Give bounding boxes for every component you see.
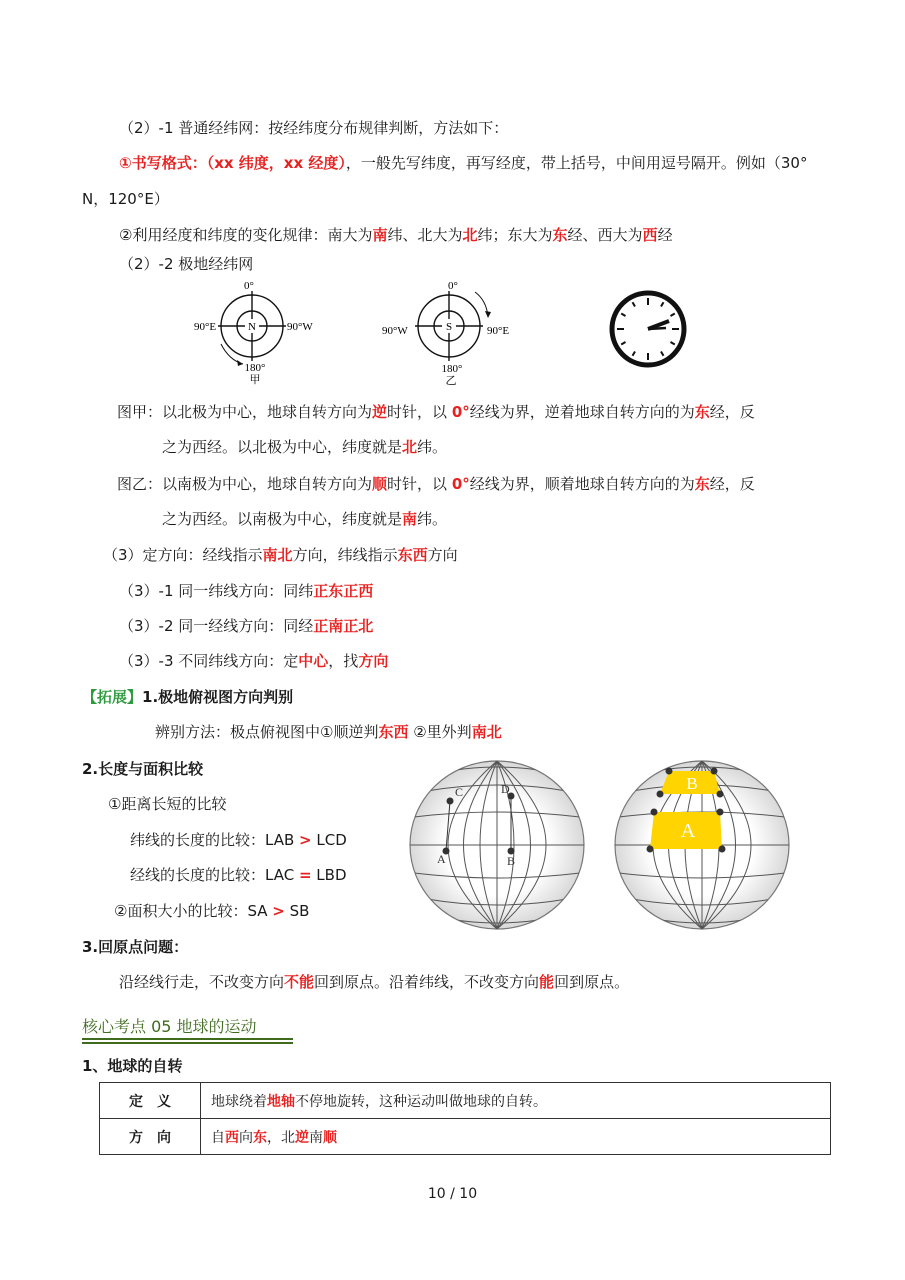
area-compare: ②面积大小的比较：SA > SB — [114, 902, 310, 920]
yi-top-label: 0° — [448, 280, 458, 292]
yi-right-label: 90°E — [487, 325, 510, 337]
clock-icon — [612, 293, 684, 365]
extension-method: 辨别方法：极点俯视图中①顺逆判东西 ②里外判南北 — [155, 723, 502, 741]
rotation-table — [99, 1082, 831, 1155]
jia-top-label: 0° — [244, 280, 254, 292]
yi-caption: 乙 — [445, 375, 457, 387]
jia-center-N: N — [248, 321, 256, 333]
row-key-definition: 定 义 — [100, 1083, 201, 1119]
section-3-heading: 3.回原点问题： — [82, 938, 189, 956]
core-point-heading: 核心考点 05 地球的运动 — [82, 1017, 257, 1036]
format-label: 书写格式：（xx 纬度，xx 经度） — [131, 154, 346, 172]
jia-caption: 甲 — [249, 374, 261, 386]
line-3-1: （3）-1 同一纬线方向：同纬正东正西 — [119, 582, 374, 600]
line-2-1: （2）-1 普通经纬网：按经纬度分布规律判断，方法如下： — [119, 119, 509, 137]
line-3-direction: （3）定方向：经线指示南北方向，纬线指示东西方向 — [103, 546, 458, 564]
jia-rotation-arrow — [237, 360, 243, 366]
polar-figure-jia — [194, 280, 313, 386]
section-2-heading: 2.长度与面积比较 — [82, 760, 204, 778]
lon-length-compare: 经线的长度的比较：LAC = LBD — [130, 866, 347, 884]
jia-left-label: 90°E — [194, 321, 217, 333]
para-jia: 图甲：以北极为中心，地球自转方向为逆时针，以 0°经线为界，逆着地球自转方向的为东经，反 — [117, 403, 755, 421]
para-yi-cont: 之为西经。以南极为中心，纬度就是南纬。 — [162, 510, 448, 528]
para-yi: 图乙：以南极为中心，地球自转方向为顺时针，以 0°经线为界，顺着地球自转方向的为东经，反 — [117, 475, 755, 493]
extension-tag: 【拓展】 — [82, 688, 143, 706]
table-row — [100, 1119, 831, 1155]
globe1-label-A: A — [437, 852, 446, 866]
yi-left-label: 90°W — [382, 325, 408, 337]
line-change-rule: ②利用经度和纬度的变化规律：南大为南纬、北大为北纬；东大为东经、西大为西经 — [119, 226, 673, 244]
jia-right-label: 90°W — [287, 321, 313, 333]
globe1-label-C: C — [455, 785, 464, 799]
globe-area — [608, 756, 794, 932]
earth-rotation-subheading: 1、地球的自转 — [82, 1057, 183, 1075]
line-writing-format — [119, 153, 807, 173]
globe2-label-B: B — [686, 774, 698, 793]
lat-length-compare: 纬线的长度的比较：LAB > LCD — [130, 831, 347, 849]
line-3-2: （3）-2 同一经线方向：同经正南正北 — [119, 617, 374, 635]
globe-distance — [405, 758, 589, 932]
row-value-direction: 自西向东，北逆南顺 — [201, 1119, 831, 1155]
yi-bottom-label: 180° — [441, 363, 463, 375]
jia-bottom-label: 180° — [244, 362, 266, 374]
globe1-label-B: B — [507, 854, 516, 868]
yi-center-S: S — [445, 321, 453, 333]
circled-num: ① — [119, 154, 132, 172]
table-row — [100, 1083, 831, 1119]
row-key-direction: 方 向 — [100, 1119, 201, 1155]
format-rest: ，一般先写纬度，再写经度，带上括号，中间用逗号隔开。例如（30° — [345, 154, 808, 172]
yi-rotation-arrow — [485, 311, 491, 318]
line-3-3: （3）-3 不同纬线方向：定中心，找方向 — [119, 652, 389, 670]
globe1-label-D: D — [501, 782, 510, 796]
page-number: 10 / 10 — [427, 1186, 478, 1202]
line-writing-format-cont: N，120°E） — [82, 190, 169, 208]
polar-figure-yi — [382, 280, 509, 387]
return-origin-text: 沿经线行走，不改变方向不能回到原点。沿着纬线，不改变方向能回到原点。 — [119, 973, 630, 991]
heading-underline-1 — [82, 1038, 293, 1040]
line-2-2: （2）-2 极地经纬网 — [119, 255, 254, 273]
extension-heading: 【拓展】1.极地俯视图方向判别 — [82, 688, 294, 706]
row-value-definition: 地球绕着地轴不停地旋转，这种运动叫做地球的自转。 — [201, 1083, 831, 1119]
globe2-label-A: A — [680, 820, 696, 842]
heading-underline-2 — [82, 1042, 293, 1044]
para-jia-cont: 之为西经。以北极为中心，纬度就是北纬。 — [162, 438, 448, 456]
distance-compare: ①距离长短的比较 — [108, 795, 227, 813]
polar-diagrams — [185, 278, 705, 390]
